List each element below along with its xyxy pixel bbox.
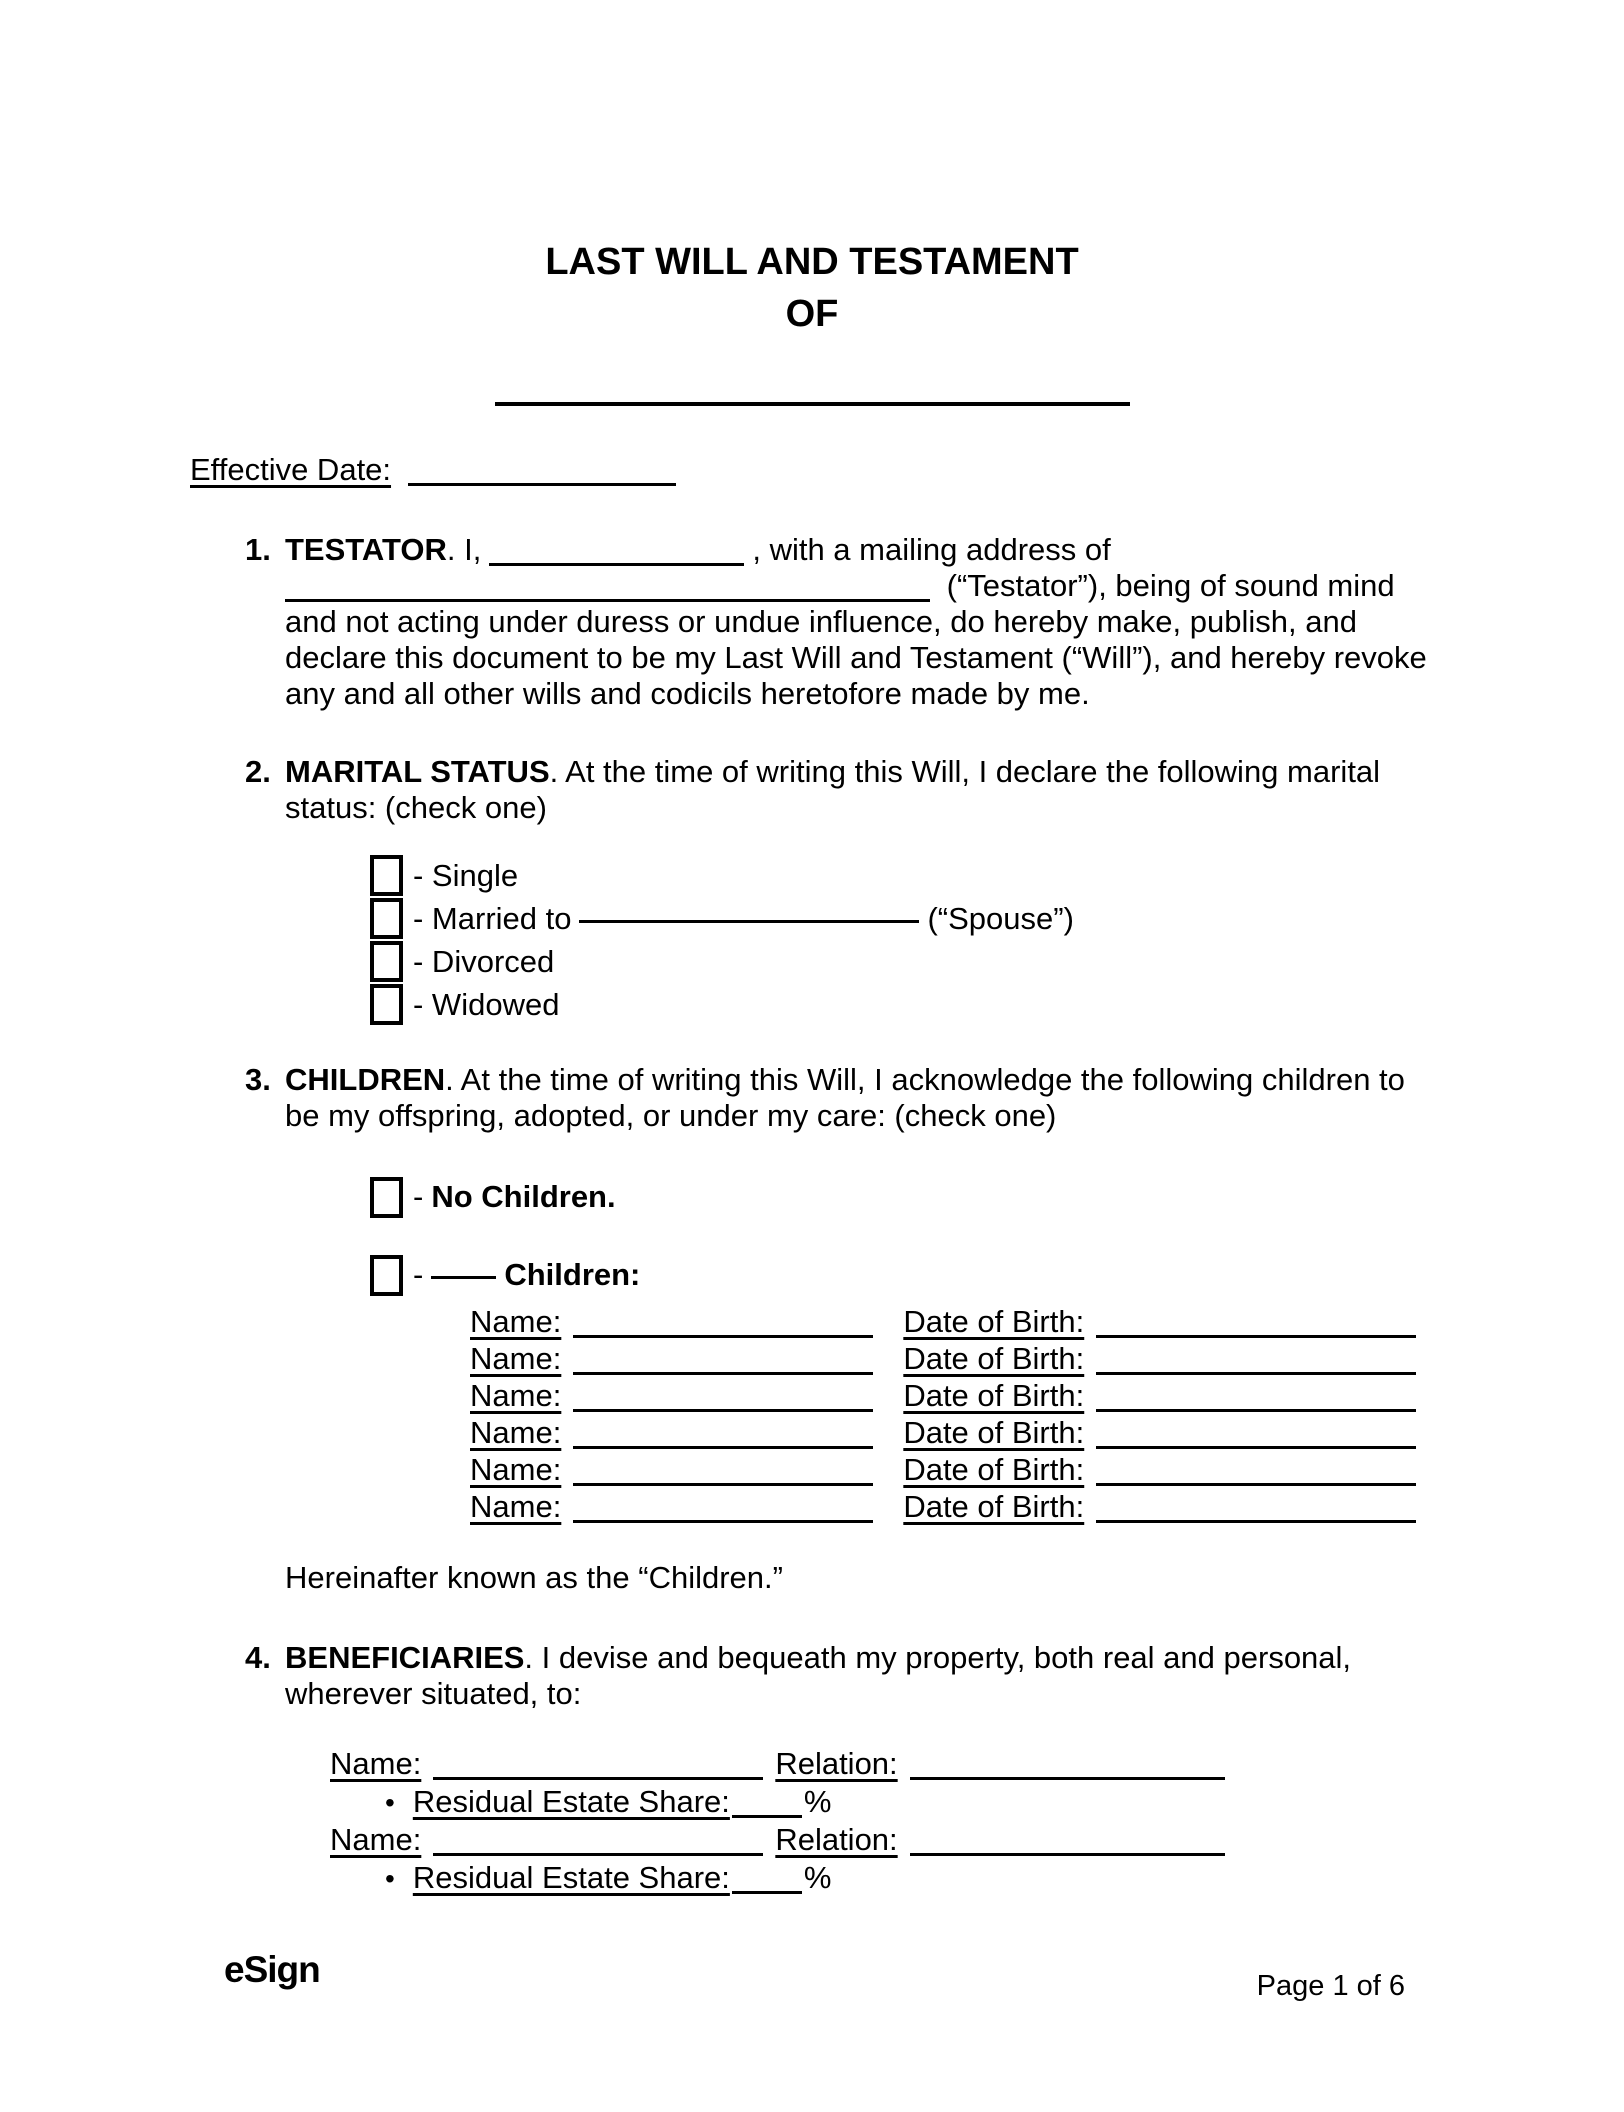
child-dob-label: Date of Birth: bbox=[903, 1415, 1085, 1450]
widowed-checkbox[interactable] bbox=[370, 984, 403, 1025]
section-children-number: 3. bbox=[245, 1062, 271, 1097]
esign-logo: eSign bbox=[224, 1949, 320, 1990]
percent-sign: % bbox=[803, 1784, 832, 1819]
section-children-body bbox=[285, 1062, 1435, 1596]
children-count-blank[interactable] bbox=[431, 1271, 496, 1279]
beneficiary-relation-label: Relation: bbox=[775, 1822, 898, 1857]
beneficiary-row bbox=[330, 1822, 1435, 1860]
testator-lead-text: . I, bbox=[446, 532, 482, 567]
section-beneficiaries bbox=[245, 1640, 1435, 1898]
section-testator bbox=[245, 532, 1435, 712]
testator-tail-text: (“Testator”), being of sound mind and not acting under duress or undue influence, do hereby make, publish, and declare this document to be my Last Will and Testament (“Will”), and hereby revoke any and all other wills and codicils heretofore made by me. bbox=[285, 568, 1427, 711]
beneficiary-share-row bbox=[385, 1784, 1435, 1822]
child-dob-label: Date of Birth: bbox=[903, 1304, 1085, 1339]
beneficiary-relation-label: Relation: bbox=[775, 1746, 898, 1781]
child-name-blank[interactable] bbox=[573, 1330, 873, 1338]
no-children-checkbox[interactable] bbox=[370, 1177, 403, 1218]
bullet-icon: • bbox=[385, 1863, 395, 1894]
section-testator-number: 1. bbox=[245, 532, 271, 567]
divorced-checkbox[interactable] bbox=[370, 941, 403, 982]
beneficiary-relation-blank[interactable] bbox=[910, 1848, 1225, 1856]
children-text: . At the time of writing this Will, I acknowledge the following children to be my offspring, adopted, or under my care: (check one) bbox=[285, 1062, 1405, 1133]
child-name-blank[interactable] bbox=[573, 1478, 873, 1486]
spouse-name-blank[interactable] bbox=[579, 915, 919, 923]
child-name-label: Name: bbox=[470, 1304, 562, 1339]
child-dob-label: Date of Birth: bbox=[903, 1378, 1085, 1413]
testator-name-title-blank[interactable] bbox=[495, 402, 1130, 406]
has-children-checkbox[interactable] bbox=[370, 1255, 403, 1296]
beneficiary-share-row bbox=[385, 1860, 1435, 1898]
child-row bbox=[470, 1341, 1435, 1378]
residual-share-label: Residual Estate Share: bbox=[412, 1784, 730, 1819]
marital-text: . At the time of writing this Will, I declare the following marital status: (check one) bbox=[285, 754, 1381, 825]
marital-option-widowed bbox=[370, 983, 1435, 1026]
child-dob-label: Date of Birth: bbox=[903, 1341, 1085, 1376]
divorced-label: - Divorced bbox=[413, 943, 555, 979]
section-children-heading: CHILDREN bbox=[285, 1062, 446, 1097]
child-dob-label: Date of Birth: bbox=[903, 1452, 1085, 1487]
section-testator-body bbox=[285, 532, 1435, 712]
child-row bbox=[470, 1378, 1435, 1415]
section-beneficiaries-body bbox=[285, 1640, 1435, 1898]
child-row bbox=[470, 1415, 1435, 1452]
has-children-label: Children: bbox=[504, 1257, 641, 1292]
spouse-label: (“Spouse”) bbox=[927, 900, 1074, 936]
no-children-option bbox=[370, 1174, 1435, 1220]
residual-share-blank[interactable] bbox=[732, 1886, 802, 1894]
child-name-label: Name: bbox=[470, 1415, 562, 1450]
page-number: Page 1 of 6 bbox=[1256, 1970, 1405, 2002]
single-checkbox[interactable] bbox=[370, 855, 403, 896]
residual-share-blank[interactable] bbox=[732, 1810, 802, 1818]
has-children-dash: - bbox=[413, 1257, 424, 1292]
beneficiary-row bbox=[330, 1746, 1435, 1784]
section-marital-number: 2. bbox=[245, 754, 271, 789]
children-list bbox=[470, 1304, 1435, 1526]
child-name-label: Name: bbox=[470, 1489, 562, 1524]
child-row bbox=[470, 1304, 1435, 1341]
married-label: - Married to bbox=[413, 900, 572, 936]
document-title bbox=[0, 0, 1624, 340]
percent-sign: % bbox=[803, 1860, 832, 1895]
child-name-blank[interactable] bbox=[573, 1367, 873, 1375]
child-name-label: Name: bbox=[470, 1378, 562, 1413]
child-dob-blank[interactable] bbox=[1096, 1515, 1416, 1523]
document-title-line1: LAST WILL AND TESTAMENT bbox=[545, 241, 1079, 283]
child-dob-blank[interactable] bbox=[1096, 1404, 1416, 1412]
marital-option-single bbox=[370, 854, 1435, 897]
beneficiary-name-label: Name: bbox=[330, 1822, 422, 1857]
no-children-dash: - bbox=[413, 1179, 424, 1214]
child-name-label: Name: bbox=[470, 1452, 562, 1487]
child-name-label: Name: bbox=[470, 1341, 562, 1376]
residual-share-label: Residual Estate Share: bbox=[412, 1860, 730, 1895]
section-beneficiaries-heading: BENEFICIARIES bbox=[285, 1640, 525, 1675]
mailing-address-blank[interactable] bbox=[285, 594, 930, 602]
effective-date-label: Effective Date: bbox=[190, 452, 392, 487]
section-beneficiaries-number: 4. bbox=[245, 1640, 271, 1675]
child-row bbox=[470, 1489, 1435, 1526]
document-title-line2: OF bbox=[785, 293, 839, 335]
child-dob-blank[interactable] bbox=[1096, 1478, 1416, 1486]
child-name-blank[interactable] bbox=[573, 1441, 873, 1449]
single-label: - Single bbox=[413, 857, 519, 893]
married-checkbox[interactable] bbox=[370, 898, 403, 939]
hereinafter-note: Hereinafter known as the “Children.” bbox=[285, 1560, 783, 1595]
child-name-blank[interactable] bbox=[573, 1515, 873, 1523]
testator-name-blank[interactable] bbox=[489, 558, 744, 566]
beneficiary-name-blank[interactable] bbox=[433, 1772, 763, 1780]
child-dob-blank[interactable] bbox=[1096, 1441, 1416, 1449]
testator-mailing-text: , with a mailing address of bbox=[752, 532, 1111, 567]
widowed-label: - Widowed bbox=[413, 986, 560, 1022]
no-children-label: No Children. bbox=[431, 1179, 616, 1214]
child-dob-blank[interactable] bbox=[1096, 1367, 1416, 1375]
marital-options bbox=[370, 854, 1435, 1026]
beneficiary-name-label: Name: bbox=[330, 1746, 422, 1781]
effective-date-blank[interactable] bbox=[408, 478, 676, 486]
marital-option-divorced bbox=[370, 940, 1435, 983]
section-testator-heading: TESTATOR bbox=[285, 532, 447, 567]
section-marital-heading: MARITAL STATUS bbox=[285, 754, 550, 789]
beneficiary-name-blank[interactable] bbox=[433, 1848, 763, 1856]
effective-date-line bbox=[190, 452, 1624, 488]
child-dob-blank[interactable] bbox=[1096, 1330, 1416, 1338]
child-row bbox=[470, 1452, 1435, 1489]
section-marital-body bbox=[285, 754, 1435, 1026]
beneficiary-relation-blank[interactable] bbox=[910, 1772, 1225, 1780]
marital-option-married bbox=[370, 897, 1435, 940]
bullet-icon: • bbox=[385, 1787, 395, 1818]
beneficiaries-list bbox=[330, 1746, 1435, 1898]
section-children bbox=[245, 1062, 1435, 1596]
has-children-option bbox=[370, 1252, 1435, 1298]
section-marital-status bbox=[245, 754, 1435, 1026]
beneficiaries-text: . I devise and bequeath my property, both real and personal, wherever situated, to: bbox=[285, 1640, 1352, 1711]
child-dob-label: Date of Birth: bbox=[903, 1489, 1085, 1524]
child-name-blank[interactable] bbox=[573, 1404, 873, 1412]
